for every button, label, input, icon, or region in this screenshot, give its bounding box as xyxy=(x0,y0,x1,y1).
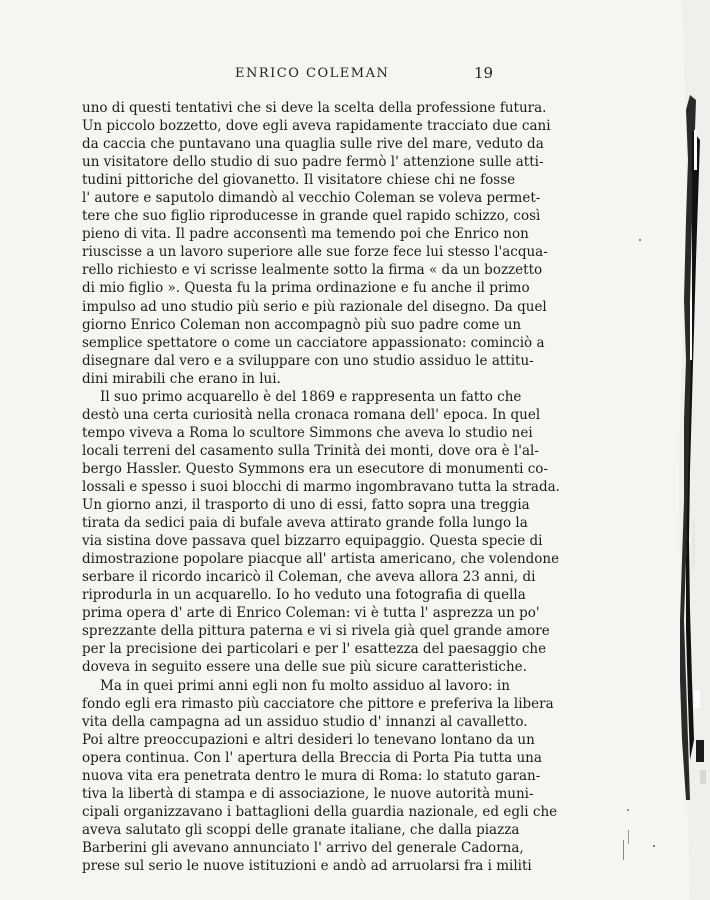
text-line: tere che suo figlio riproducesse in grande quel rapido schizzo, così xyxy=(82,208,541,225)
text-line: Barberini gli avevano annunciato l' arrivo del generale Cadorna, xyxy=(82,839,524,856)
text-line: opera continua. Con l' apertura della Breccia di Porta Pia tutta una xyxy=(82,749,542,766)
text-line: l' autore e saputolo dimandò al vecchio Coleman se voleva permet- xyxy=(82,190,541,207)
text-line: semplice spettatore o come un cacciatore appassionato: cominciò a xyxy=(82,334,545,351)
running-title: ENRICO COLEMAN xyxy=(235,66,390,81)
text-line: cipali organizzavano i battaglioni della guardia nazionale, ed egli che xyxy=(82,803,558,820)
text-line: rello richiesto e vi scrisse lealmente sotto la firma « da un bozzetto xyxy=(82,262,543,279)
text-line: Il suo primo acquarello è del 1869 e rappresenta un fatto che xyxy=(100,388,522,405)
text-line: prima opera d' arte di Enrico Coleman: vi è tutta l' asprezza un po' xyxy=(82,605,540,622)
text-line: per la precisione dei particolari e per l' esattezza del paesaggio che xyxy=(82,641,547,658)
text-line: giorno Enrico Coleman non accompagnò più suo padre come un xyxy=(82,316,522,333)
text-line: nuova vita era penetrata dentro le mura di Roma: lo statuto garan- xyxy=(82,767,541,784)
text-line: destò una certa curiosità nella cronaca romana dell' epoca. In quel xyxy=(82,406,541,423)
text-line: fondo egli era rimasto più cacciatore che pittore e preferiva la libera xyxy=(82,695,554,712)
text-line: Un giorno anzi, il trasporto di uno di essi, fatto sopra una treggia xyxy=(82,497,530,514)
text-line: dimostrazione popolare piacque all' artista americano, che volendone xyxy=(82,551,560,568)
text-line: tirata da sedici paia di bufale aveva attirato grande folla lungo la xyxy=(82,515,528,532)
page-number: 19 xyxy=(474,64,494,82)
text-line: tiva la libertà di stampa e di associazione, le nuove autorità muni- xyxy=(82,785,534,802)
text-line: tudini pittoriche del giovanetto. Il visitatore chiese chi ne fosse xyxy=(82,172,516,189)
text-line: aveva salutato gli scoppi delle granate italiane, che dalla piazza xyxy=(82,821,520,838)
text-line: uno di questi tentativi che si deve la scelta della professione futura. xyxy=(82,100,547,116)
text-line: vita della campagna ad un assiduo studio d' innanzi al cavalletto. xyxy=(82,713,528,730)
text-line: un visitatore dello studio di suo padre fermò l' attenzione sulle atti- xyxy=(82,154,544,171)
text-line: pieno di vita. Il padre acconsentì ma temendo poi che Enrico non xyxy=(82,226,529,243)
text-line: bergo Hassler. Questo Symmons era un esecutore di monumenti co- xyxy=(82,460,548,477)
text-line: Un piccolo bozzetto, dove egli aveva rapidamente tracciato due cani xyxy=(82,118,551,135)
text-line: sprezzante della pittura paterna e vi si rivela già quel grande amore xyxy=(82,623,550,640)
text-line: lossali e spesso i suoi blocchi di marmo ingombravano tutta la strada. xyxy=(82,478,560,495)
text-line: serbare il ricordo incaricò il Coleman, che aveva allora 23 anni, di xyxy=(82,569,536,586)
body-text xyxy=(82,99,560,875)
text-line: doveva in seguito essere una delle sue più sicure caratteristiche. xyxy=(82,659,527,676)
text-line: disegnare dal vero e a sviluppare con uno studio assiduo le attitu- xyxy=(82,352,534,369)
text-line: Ma in quei primi anni egli non fu molto assiduo al lavoro: in xyxy=(100,677,510,694)
text-line: riprodurla in un acquarello. Io ho veduto una fotografia di quella xyxy=(82,587,526,604)
text-line: tempo viveva a Roma lo scultore Simmons che aveva lo studio nei xyxy=(82,424,533,441)
text-line: prese sul serio le nuove istituzioni e andò ad arruolarsi fra i militi xyxy=(82,857,532,874)
text-line: impulso ad uno studio più serio e più razionale del disegno. Da quel xyxy=(82,298,547,315)
text-line: locali terreni del casamento sulla Trinità dei monti, dove ora è l'al- xyxy=(82,442,539,459)
text-line: riuscisse a un lavoro superiore alle sue forze fece lui stesso l'acqua- xyxy=(82,244,548,261)
text-line: dini mirabili che erano in lui. xyxy=(82,370,281,387)
text-line: di mio figlio ». Questa fu la prima ordinazione e fu anche il primo xyxy=(82,280,530,297)
book-binding-edge xyxy=(620,0,710,900)
text-line: da caccia che puntavano una quaglia sulle rive del mare, veduto da xyxy=(82,136,544,153)
text-line: Poi altre preoccupazioni e altri desideri lo tenevano lontano da un xyxy=(82,731,535,748)
text-line: via sistina dove passava quel bizzarro equipaggio. Questa specie di xyxy=(82,533,543,550)
